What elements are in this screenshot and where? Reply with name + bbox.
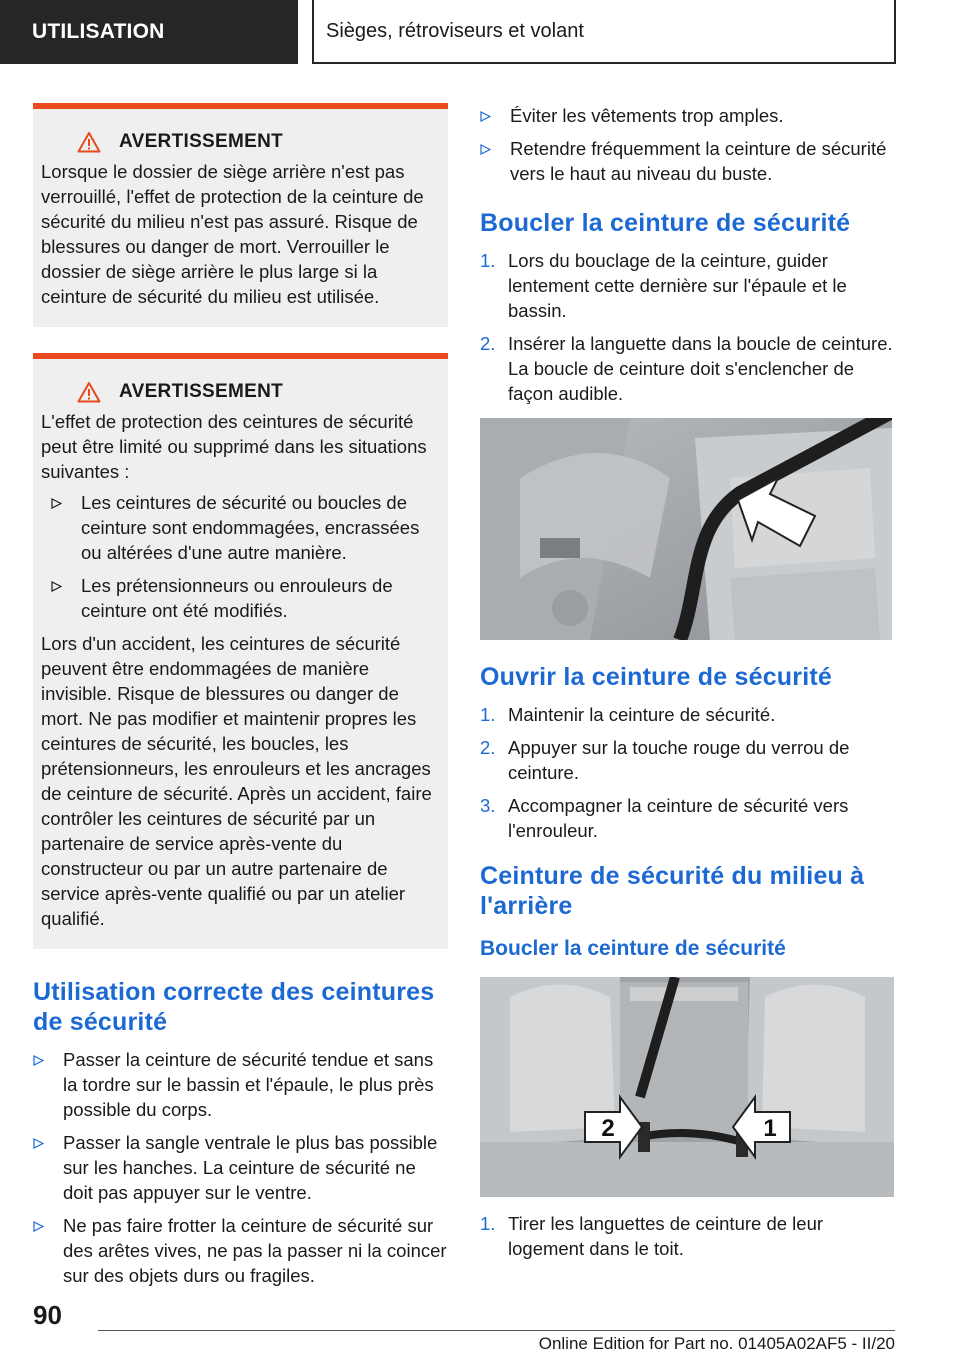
warning-intro: L'effet de protection des ceintures de sécurité peut être limité ou supprimé dans les situations suivantes : <box>41 411 427 482</box>
list-item: Les prétensionneurs ou enrouleurs de ceinture ont été modifiés. <box>51 573 436 623</box>
open-steps <box>480 702 896 843</box>
section-heading-usage: Utilisation correcte des ceintures de sécurité <box>33 978 435 1036</box>
numbered-step: 2. Insérer la languette dans la boucle de ceinture. La boucle de ceinture doit s'enclencher de façon audible. <box>480 333 893 404</box>
seatbelt-buckling-photo <box>480 418 892 640</box>
list-item: Passer la ceinture de sécurité tendue et sans la tordre sur le bassin et l'épaule, le plus près possible du corps. <box>33 1047 448 1122</box>
photo-label-2: 2 <box>601 1115 615 1142</box>
usage-list <box>33 1047 448 1288</box>
warning-title: AVERTISSEMENT <box>119 381 284 402</box>
numbered-step: 3. Accompagner la ceinture de sécurité vers l'enrouleur. <box>480 795 849 841</box>
numbered-step: 1. Maintenir la ceinture de sécurité. <box>480 704 776 725</box>
warning-box-1 <box>33 103 448 327</box>
list-item: Passer la sangle ventrale le plus bas possible sur les hanches. La ceinture de sécurité ne doit pas appuyer sur le ventre. <box>33 1130 448 1205</box>
photo-label-1: 1 <box>763 1115 777 1142</box>
list-item: Les ceintures de sécurité ou boucles de ceinture sont endommagées, encrassées ou altérées d'une autre manière. <box>51 490 436 565</box>
section-heading-middle: Ceinture de sécurité du milieu à l'arrière <box>480 862 865 920</box>
warning-triangle-icon <box>77 131 101 153</box>
section-tab: UTILISATION <box>0 0 298 64</box>
warning-text: Lorsque le dossier de siège arrière n'est pas verrouillé, l'effet de protection de la ceinture de sécurité du milieu n'est pas assuré. Risque de blessures ou danger de mort. Verrouiller le dossier de siège arrière le plus large si la ceinture de sécurité du milieu est utilisée. <box>41 161 424 307</box>
usage-list-continued <box>480 103 896 186</box>
subheading-middle-buckle: Boucler la ceinture de sécurité <box>480 937 786 960</box>
warning-title: AVERTISSEMENT <box>119 131 284 152</box>
bullet-triangle-icon <box>51 581 62 592</box>
middle-steps <box>480 1211 896 1261</box>
warning-triangle-icon <box>77 381 101 403</box>
list-item: Ne pas faire frotter la ceinture de sécurité sur des arêtes vives, ne pas la passer ni la coincer sur des objets durs ou fragiles. <box>33 1213 448 1288</box>
numbered-step: 1. Lors du bouclage de la ceinture, guider lentement cette dernière sur l'épaule et le bassin. <box>480 250 847 321</box>
buckle-steps <box>480 248 896 406</box>
footer-divider <box>98 1330 895 1331</box>
rear-middle-seatbelt-photo <box>480 977 894 1197</box>
bullet-triangle-icon <box>480 111 491 122</box>
list-item: Retendre fréquemment la ceinture de sécurité vers le haut au niveau du buste. <box>480 136 896 186</box>
bullet-triangle-icon <box>51 498 62 509</box>
chapter-title: Sièges, rétroviseurs et volant <box>312 0 896 64</box>
warning-list <box>51 490 436 623</box>
bullet-triangle-icon <box>480 144 491 155</box>
section-heading-buckle: Boucler la ceinture de sécurité <box>480 209 851 237</box>
left-column <box>33 103 448 1296</box>
bullet-triangle-icon <box>33 1055 44 1066</box>
list-item: Éviter les vêtements trop amples. <box>480 103 896 128</box>
numbered-step: 1. Tirer les languettes de ceinture de leur logement dans le toit. <box>480 1213 824 1259</box>
numbered-step: 2. Appuyer sur la touche rouge du verrou de ceinture. <box>480 737 850 783</box>
page-number: 90 <box>33 1300 62 1330</box>
section-heading-open: Ouvrir la ceinture de sécurité <box>480 663 832 691</box>
warning-box-2 <box>33 353 448 949</box>
warning-text: Lors d'un accident, les ceintures de sécurité peuvent être endommagées de manière invisible. Risque de blessures ou danger de mort. Ne pas modifier et maintenir propres les ceintures de sécurité, les boucles, les prétensionneurs, les enrouleurs et les ancrages de ceinture de sécurité. Après un accident, faire contrôler les ceintures de sécurité par un partenaire de service après-vente du constructeur ou par un autre partenaire de service après-vente qualifié ou par un atelier qualifié. <box>41 633 432 929</box>
footer-edition: Online Edition for Part no. 01405A02AF5 - II/20 <box>538 1334 895 1353</box>
right-column <box>480 103 896 1269</box>
bullet-triangle-icon <box>33 1221 44 1232</box>
bullet-triangle-icon <box>33 1138 44 1149</box>
